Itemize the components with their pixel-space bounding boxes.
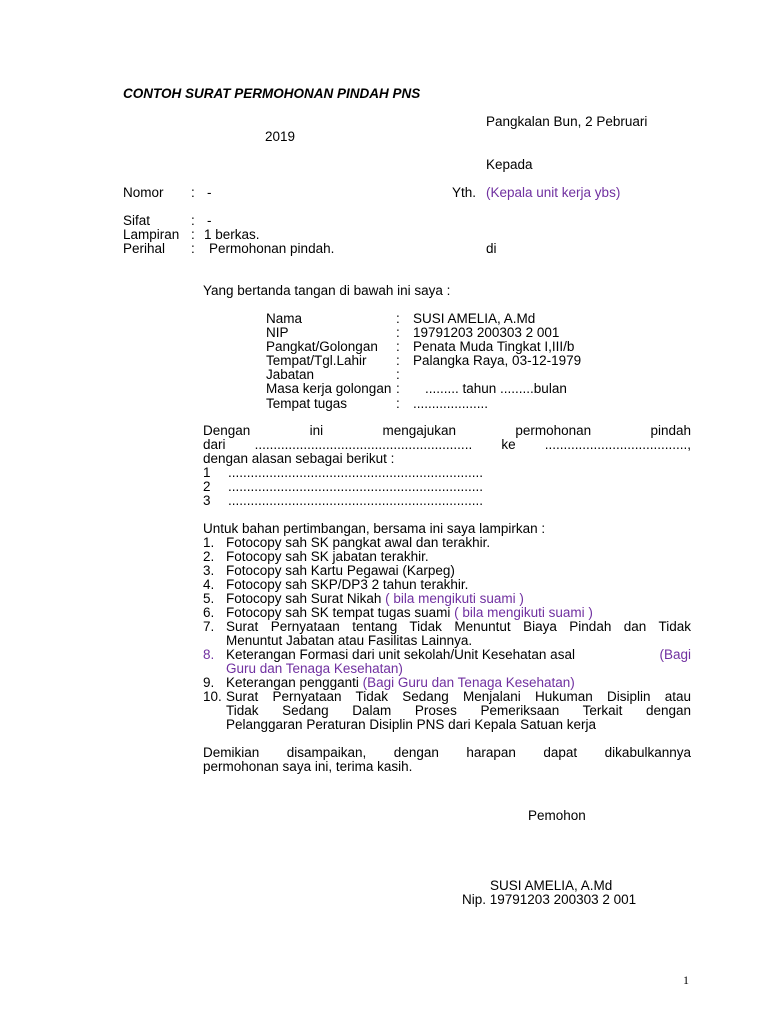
perihal-label: Perihal bbox=[123, 241, 166, 256]
attachment-text: Keterangan Formasi dari unit sekolah/Unit Kesehatan asal bbox=[226, 647, 575, 662]
identity-separator: : bbox=[396, 396, 400, 411]
attachment-item bbox=[226, 647, 691, 662]
attachment-note: (Bagi bbox=[659, 647, 691, 662]
nomor-label: Nomor bbox=[123, 185, 164, 200]
request-line1: Dengan ini mengajukan permohonan pindah bbox=[203, 423, 691, 438]
place-date-line1: Pangkalan Bun, 2 Pebruari bbox=[486, 114, 648, 129]
identity-label: NIP bbox=[266, 325, 289, 340]
identity-separator: : bbox=[396, 353, 400, 368]
attachment-number: 7. bbox=[203, 619, 215, 634]
signature-role: Pemohon bbox=[528, 808, 586, 823]
nomor-separator: : bbox=[191, 185, 195, 200]
identity-label: Tempat/Tgl.Lahir bbox=[266, 353, 367, 368]
attachment-note: Guru dan Tenaga Kesehatan) bbox=[226, 661, 403, 676]
yth-recipient: (Kepala unit kerja ybs) bbox=[486, 185, 621, 200]
identity-label: Masa kerja golongan bbox=[266, 381, 392, 396]
attachment-note: ( bila mengikuti suami ) bbox=[381, 591, 524, 606]
attachment-number: 6. bbox=[203, 605, 215, 620]
yth-prefix: Yth. bbox=[452, 185, 477, 200]
sifat-value: - bbox=[207, 213, 212, 228]
attachment-number: 10. bbox=[203, 689, 222, 704]
attachment-text: Keterangan pengganti bbox=[226, 675, 359, 690]
reason-dots: .................................................................... bbox=[228, 493, 484, 508]
identity-value: SUSI AMELIA, A.Md bbox=[413, 311, 536, 326]
identity-label: Jabatan bbox=[266, 367, 315, 382]
document-title: CONTOH SURAT PERMOHONAN PINDAH PNS bbox=[123, 86, 421, 101]
attachment-text: Fotocopy sah Kartu Pegawai (Karpeg) bbox=[226, 563, 455, 578]
attachment-number: 8. bbox=[203, 647, 215, 662]
closing-line1: Demikian disampaikan, dengan harapan dapat dikabulkannya bbox=[203, 745, 691, 760]
identity-separator: : bbox=[396, 381, 400, 396]
attachment-number: 9. bbox=[203, 675, 215, 690]
attachment-text: Surat Pernyataan Tidak Sedang Menjalani Hukuman Disiplin atau bbox=[226, 689, 691, 704]
attachments-intro: Untuk bahan pertimbangan, bersama ini saya lampirkan : bbox=[203, 521, 546, 536]
lampiran-value: 1 berkas. bbox=[204, 227, 260, 242]
attachment-item bbox=[226, 605, 593, 620]
attachment-number: 5. bbox=[203, 591, 215, 606]
nomor-value: - bbox=[207, 185, 212, 200]
attachment-item bbox=[226, 591, 524, 606]
attachment-number: 2. bbox=[203, 549, 215, 564]
attachment-note: (Bagi Guru dan Tenaga Kesehatan) bbox=[358, 675, 575, 690]
attachment-text: Fotocopy sah SKP/DP3 2 tahun terakhir. bbox=[226, 577, 469, 592]
identity-value: 19791203 200303 2 001 bbox=[413, 325, 560, 340]
sifat-separator: : bbox=[191, 213, 195, 228]
signature-name: SUSI AMELIA, A.Md bbox=[490, 878, 613, 893]
reason-number: 3 bbox=[203, 493, 211, 508]
identity-value: .................... bbox=[413, 396, 489, 411]
attachment-text: Fotocopy sah Surat Nikah bbox=[226, 591, 382, 606]
perihal-value: Permohonan pindah. bbox=[209, 241, 335, 256]
attachment-text: Menuntut Jabatan atau Fasilitas Lainnya. bbox=[226, 633, 473, 648]
attachment-note: ( bila mengikuti suami ) bbox=[450, 605, 593, 620]
di-label: di bbox=[486, 241, 497, 256]
attachment-number: 1. bbox=[203, 535, 215, 550]
attachment-text: Fotocopy sah SK jabatan terakhir. bbox=[226, 549, 429, 564]
reason-number: 2 bbox=[203, 479, 211, 494]
identity-separator: : bbox=[396, 367, 400, 382]
intro-text: Yang bertanda tangan di bawah ini saya : bbox=[203, 283, 451, 298]
identity-value: ......... tahun .........bulan bbox=[425, 381, 567, 396]
attachment-number: 3. bbox=[203, 563, 215, 578]
place-date-line2: 2019 bbox=[265, 129, 296, 144]
signature-nip: Nip. 19791203 200303 2 001 bbox=[462, 892, 637, 907]
closing-line2: permohonan saya ini, terima kasih. bbox=[203, 759, 413, 774]
page-number: 1 bbox=[683, 973, 689, 987]
identity-separator: : bbox=[396, 339, 400, 354]
kepada-label: Kepada bbox=[486, 157, 533, 172]
reason-dots: .................................................................... bbox=[228, 465, 484, 480]
sifat-label: Sifat bbox=[123, 213, 151, 228]
identity-label: Nama bbox=[266, 311, 303, 326]
identity-label: Pangkat/Golongan bbox=[266, 339, 378, 354]
attachment-text: Pelanggaran Peraturan Disiplin PNS dari Kepala Satuan kerja bbox=[226, 717, 596, 732]
identity-label: Tempat tugas bbox=[266, 396, 348, 411]
attachment-number: 4. bbox=[203, 577, 215, 592]
lampiran-label: Lampiran bbox=[123, 227, 180, 242]
identity-value: Penata Muda Tingkat I,III/b bbox=[413, 339, 575, 354]
attachment-text: Tidak Sedang Dalam Proses Pemeriksaan Terkait dengan bbox=[226, 703, 691, 718]
reason-dots: .................................................................... bbox=[228, 479, 484, 494]
request-line3: dengan alasan sebagai berikut : bbox=[203, 451, 395, 466]
lampiran-separator: : bbox=[191, 227, 195, 242]
perihal-separator: : bbox=[191, 241, 195, 256]
reason-number: 1 bbox=[203, 465, 211, 480]
identity-separator: : bbox=[396, 325, 400, 340]
request-line2: dari .......................................................... ke ......................................, bbox=[203, 437, 691, 452]
identity-value: Palangka Raya, 03-12-1979 bbox=[413, 353, 582, 368]
attachment-item bbox=[226, 675, 575, 690]
attachment-text: Fotocopy sah SK pangkat awal dan terakhir. bbox=[226, 535, 491, 550]
identity-separator: : bbox=[396, 311, 400, 326]
attachment-text: Surat Pernyataan tentang Tidak Menuntut Biaya Pindah dan Tidak bbox=[226, 619, 691, 634]
attachment-text: Fotocopy sah SK tempat tugas suami bbox=[226, 605, 451, 620]
